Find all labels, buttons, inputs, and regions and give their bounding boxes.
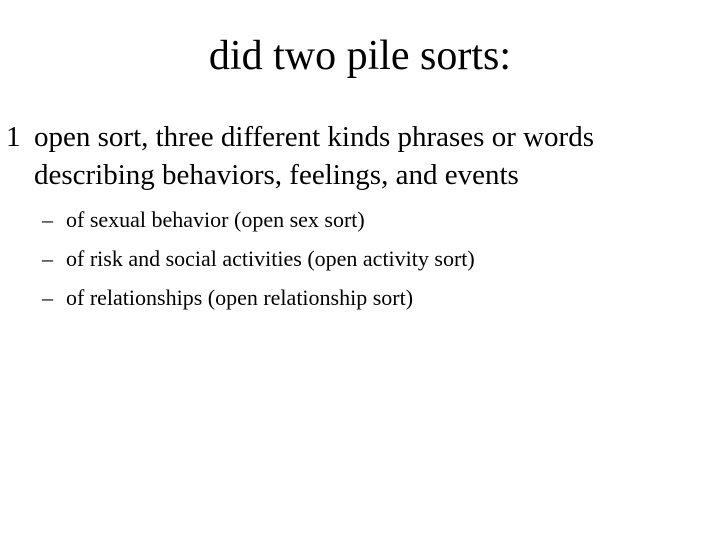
- item-text: open sort, three different kinds phrases or words describing behaviors, feelings, and events: [34, 121, 594, 191]
- sub-bullet-item: [6, 200, 706, 239]
- slide-body: [6, 118, 706, 317]
- sub-bullet-item: [6, 278, 706, 317]
- sub-bullet-text: of relationships (open relationship sort): [66, 285, 414, 310]
- dash-bullet: –: [42, 207, 53, 232]
- sub-bullet-list: [6, 200, 706, 317]
- sub-bullet-text: of sexual behavior (open sex sort): [66, 207, 365, 232]
- dash-bullet: –: [42, 285, 53, 310]
- slide-title: did two pile sorts:: [208, 33, 512, 79]
- dash-bullet: –: [42, 246, 53, 271]
- numbered-item: [6, 118, 706, 194]
- sub-bullet-text: of risk and social activities (open activity sort): [66, 246, 475, 271]
- item-number: 1: [6, 121, 21, 153]
- sub-bullet-item: [6, 239, 706, 278]
